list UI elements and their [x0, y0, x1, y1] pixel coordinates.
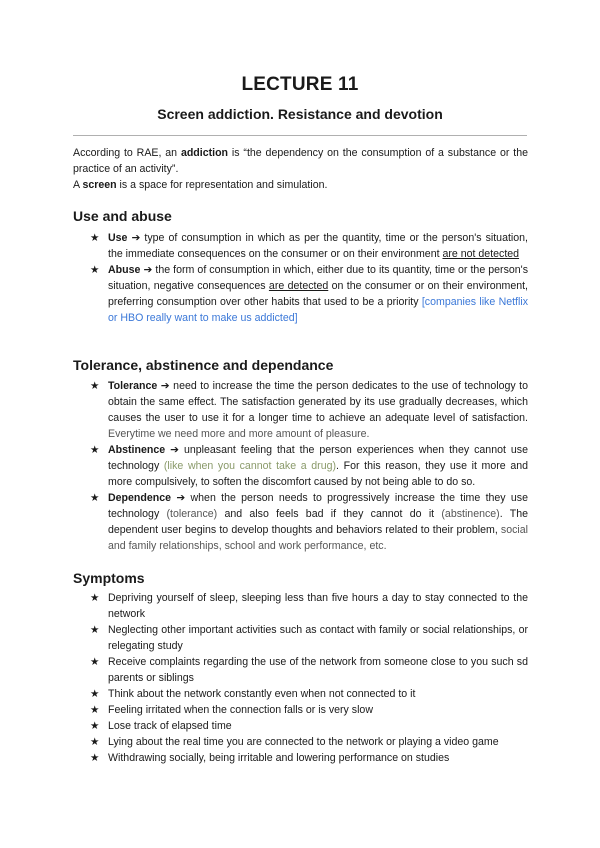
tolerance-list	[90, 378, 528, 554]
heading-use-and-abuse: Use and abuse	[73, 208, 172, 224]
list-item: ★ Withdrawing socially, being irritable and lowering performance on studies	[90, 752, 450, 764]
star-bullet-icon: ★	[90, 736, 100, 748]
arrow-icon: ➔	[143, 264, 153, 276]
star-bullet-icon: ★	[90, 592, 100, 604]
arrow-icon: ➔	[170, 444, 179, 456]
arrow-icon: ➔	[176, 492, 186, 504]
list-item-abuse: ★ Abuse ➔ the form of consumption in which, either due to its quantity, time or the person's situation, negative consequences are detected on the consumer or on their environment, preferring consumption over other habits that used to be a priority [companies like Netflix or HBO really want to make us addicted]	[90, 264, 528, 324]
list-item: ★ Lying about the real time you are connected to the network or playing a video game	[90, 736, 499, 748]
list-item-use: ★ Use ➔ type of consumption in which as per the quantity, time or the person's situation, the immediate consequences on the consumer or on their environment are not detected	[90, 232, 528, 260]
star-bullet-icon: ★	[90, 380, 100, 392]
term-addiction: addiction	[180, 147, 229, 159]
star-bullet-icon: ★	[90, 492, 100, 504]
star-bullet-icon: ★	[90, 656, 100, 668]
list-item: ★ Feeling irritated when the connection falls or is very slow	[90, 704, 373, 716]
intro-addiction-definition: According to RAE, an addiction is “the dependency on the consumption of a substance or the practice of an activity”.	[73, 147, 528, 175]
list-item: ★ Receive complaints regarding the use of the network from someone close to you such sd parents or siblings	[90, 656, 528, 684]
list-item: ★ Lose track of elapsed time	[90, 720, 232, 732]
star-bullet-icon: ★	[90, 624, 100, 636]
star-bullet-icon: ★	[90, 720, 100, 732]
list-item: ★ Think about the network constantly even when not connected to it	[90, 688, 416, 700]
star-bullet-icon: ★	[90, 752, 100, 764]
term-screen: screen	[82, 179, 117, 191]
page-title: LECTURE 11	[241, 74, 359, 95]
star-bullet-icon: ★	[90, 688, 100, 700]
arrow-icon: ➔	[160, 380, 170, 392]
heading-symptoms: Symptoms	[73, 570, 145, 586]
title-divider	[73, 135, 527, 136]
list-item: ★ Neglecting other important activities such as contact with family or social relationships, or relegating study	[90, 624, 528, 652]
star-bullet-icon: ★	[90, 264, 100, 276]
list-item: ★ Depriving yourself of sleep, sleeping less than five hours a day to stay connected to the network	[90, 592, 528, 620]
symptoms-list	[90, 590, 528, 766]
intro-screen-definition: A screen is a space for representation and simulation.	[73, 179, 328, 191]
star-bullet-icon: ★	[90, 444, 100, 456]
note-netflix-hbo: [companies like Netflix or HBO really want to make us addicted]	[108, 296, 528, 324]
heading-tolerance-abstinence-dependance: Tolerance, abstinence and dependance	[73, 357, 334, 373]
list-item-abstinence: ★ Abstinence ➔ unpleasant feeling that the person experiences when they cannot use technology (like when you cannot take a drug). For this reason, they use it more and more compulsively, to soften the discomfort caused by not being able to do so.	[90, 444, 528, 488]
arrow-icon: ➔	[131, 232, 141, 244]
page-subtitle: Screen addiction. Resistance and devotion	[157, 106, 443, 122]
use-abuse-list	[90, 230, 528, 326]
star-bullet-icon: ★	[90, 704, 100, 716]
intro-section	[73, 145, 528, 193]
list-item-dependence: ★ Dependence ➔ when the person needs to progressively increase the time they use technology (tolerance) and also feels bad if they cannot do it (abstinence). The dependent user begins to develop thoughts and behaviors related to their problem, social and family relationships, school and work performance, etc.	[90, 492, 528, 552]
list-item-tolerance: ★ Tolerance ➔ need to increase the time the person dedicates to the use of technology to obtain the same effect. The satisfaction generated by its use gradually decreases, which causes the user to use it for a longer time to achieve an adequate level of satisfaction. Everytime we need more and more amount of pleasure.	[90, 380, 528, 440]
star-bullet-icon: ★	[90, 232, 100, 244]
